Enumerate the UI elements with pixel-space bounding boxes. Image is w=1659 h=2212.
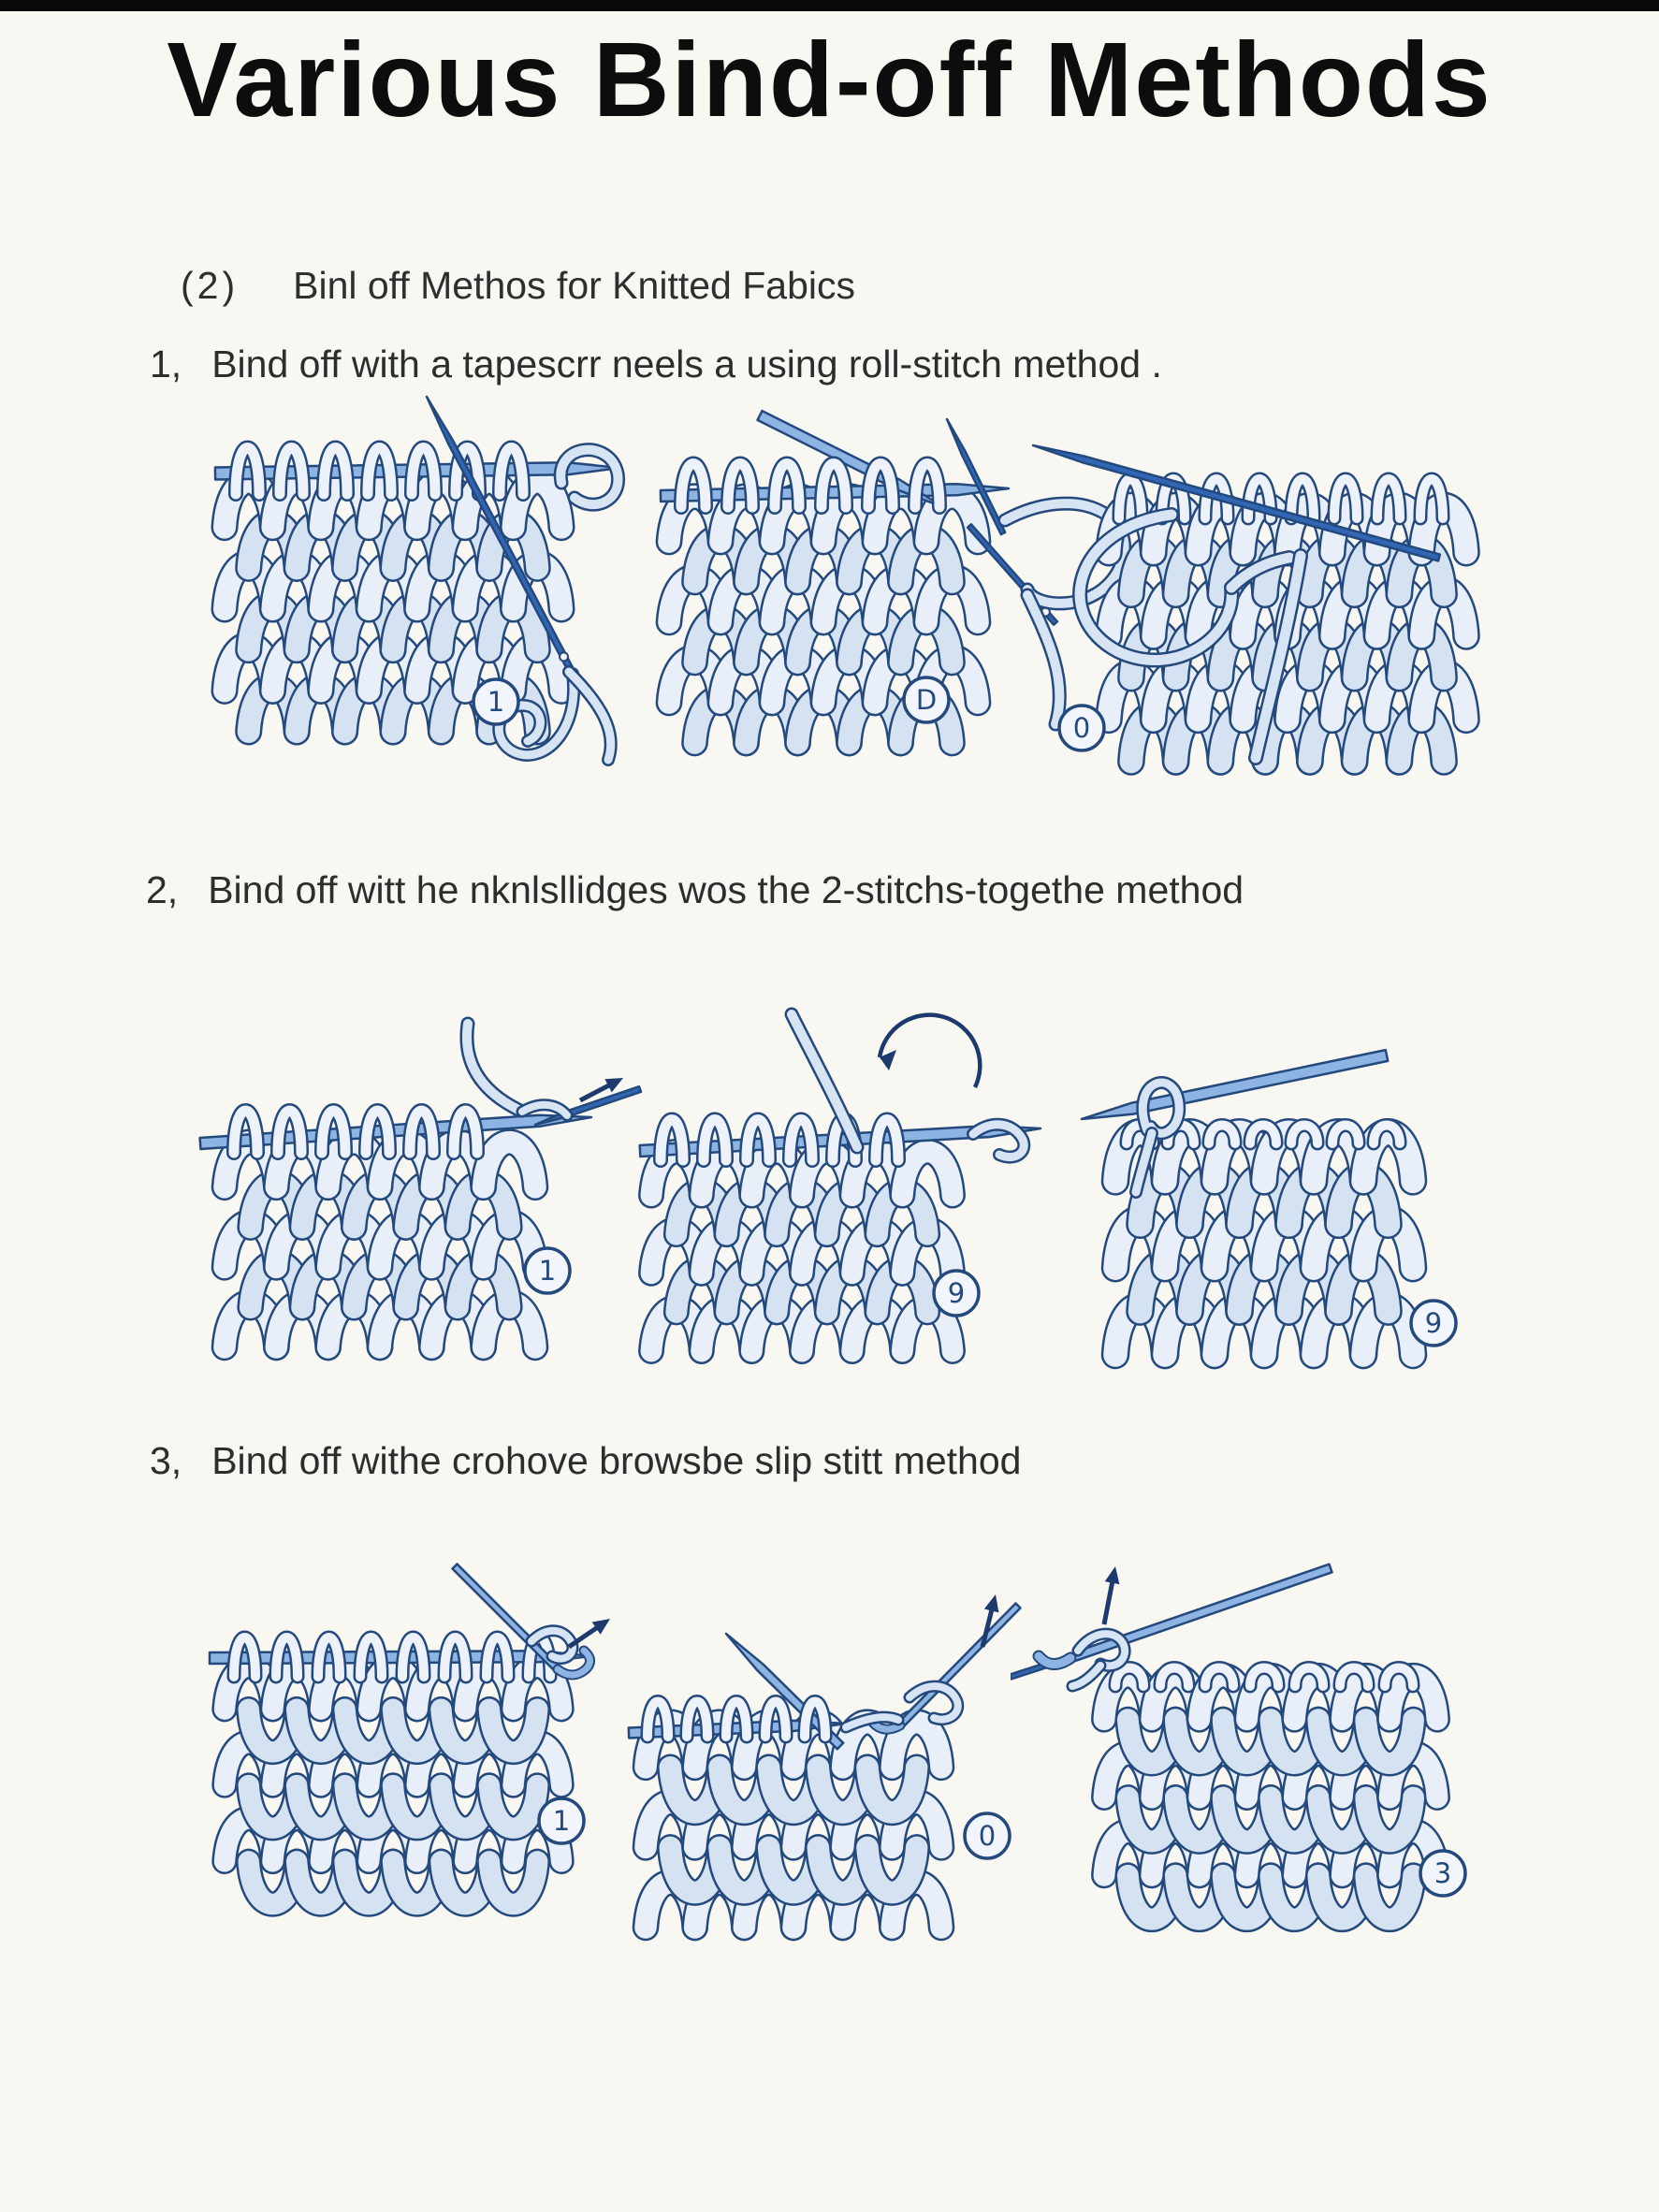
figure-two-stitches-together-step3 — [1057, 1011, 1600, 1404]
svg-text:0: 0 — [978, 1820, 997, 1852]
method-item-3-text: Bind off withe crohove browsbe slip stitt method — [211, 1439, 1022, 1482]
section-heading — [181, 264, 855, 308]
method-item-1-text: Bind off with a tapescrr neels a using roll-stitch method . — [211, 342, 1162, 386]
page-title: Various Bind-off Methods — [167, 21, 1492, 138]
method-item-2-number: 2, — [146, 868, 179, 911]
method-item-3 — [150, 1439, 1021, 1483]
method-item-1 — [150, 342, 1162, 386]
figure-tapestry-bindoff-step1 — [187, 393, 655, 767]
method-item-1-number: 1, — [150, 342, 182, 386]
section-heading-text: Binl off Methos for Knitted Fabics — [293, 264, 855, 307]
figure-two-stitches-together-step1 — [187, 992, 655, 1366]
svg-text:9: 9 — [947, 1277, 966, 1309]
svg-text:1: 1 — [538, 1255, 557, 1287]
figure-tapestry-bindoff-step3 — [1020, 402, 1600, 795]
figure-crochet-slipstitch-step1 — [187, 1553, 655, 1946]
svg-text:9: 9 — [1424, 1307, 1443, 1339]
method-item-2-text: Bind off witt he nknlsllidges wos the 2-stitchs-togethe method — [208, 868, 1244, 911]
svg-text:0: 0 — [1072, 712, 1091, 744]
figure-crochet-slipstitch-step3 — [1011, 1535, 1600, 1946]
top-black-bar — [0, 0, 1659, 11]
method-item-2 — [146, 868, 1244, 912]
svg-text:1: 1 — [487, 686, 505, 718]
section-heading-index: (2) — [181, 264, 240, 307]
svg-text:D: D — [915, 684, 938, 716]
svg-text:1: 1 — [552, 1805, 571, 1837]
method-item-3-number: 3, — [150, 1439, 182, 1482]
figure-two-stitches-together-step2 — [618, 992, 1104, 1366]
svg-text:3: 3 — [1433, 1857, 1452, 1889]
